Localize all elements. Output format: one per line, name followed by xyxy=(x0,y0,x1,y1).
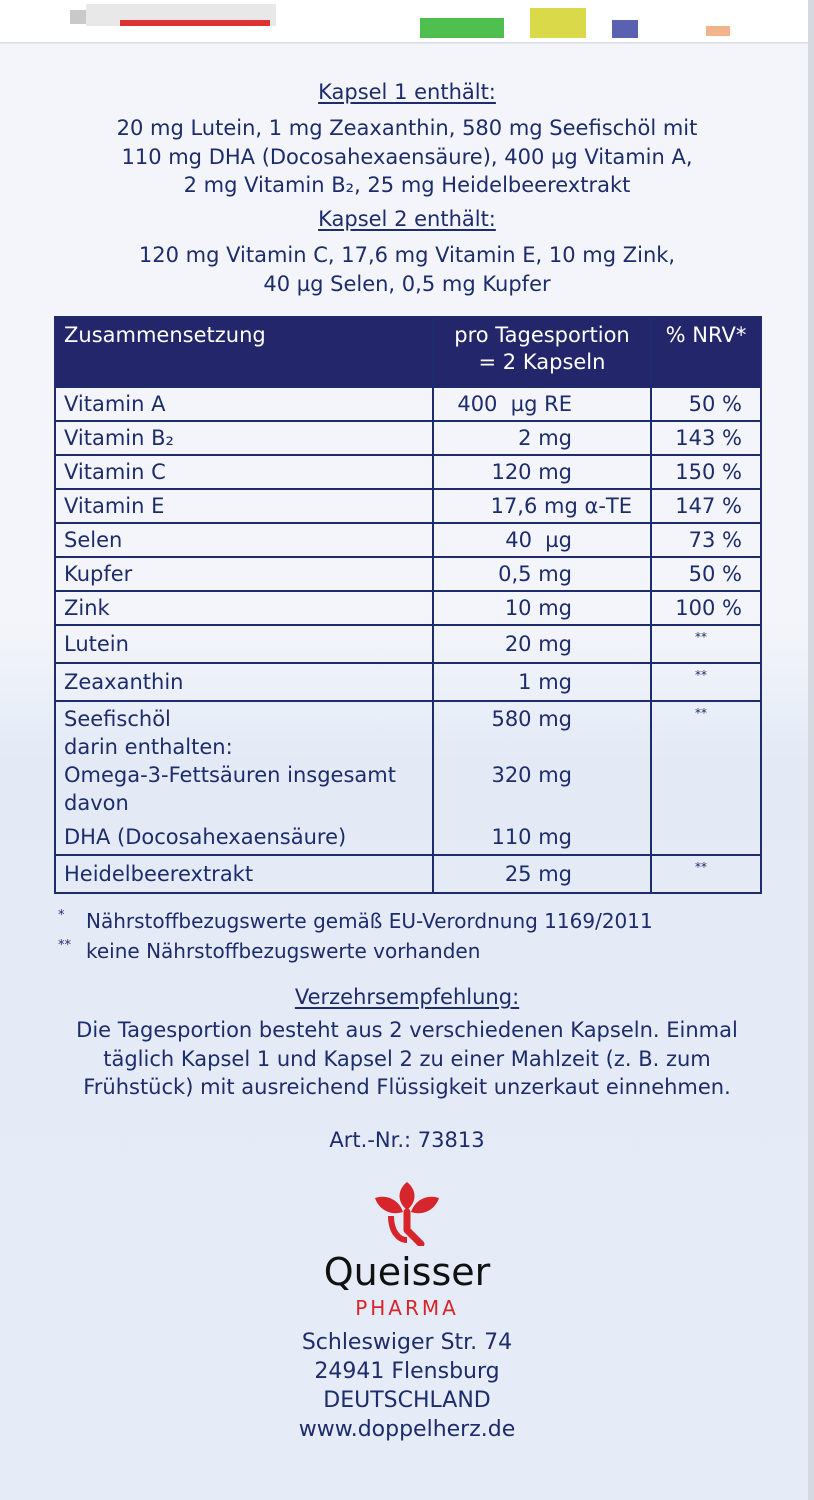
omega3-name: Omega-3-Fettsäuren insgesamt xyxy=(64,763,396,787)
footnotes xyxy=(58,906,653,966)
nutrient-nrv: 100 % xyxy=(651,591,761,625)
table-row xyxy=(55,663,761,701)
table-row-fishoil xyxy=(55,701,761,855)
footnote-text: keine Nährstoffbezugswerte vorhanden xyxy=(86,939,481,963)
dosage-line: täglich Kapsel 1 und Kapsel 2 zu einer Mahlzeit (z. B. zum xyxy=(103,1046,711,1071)
capsule2-line: 120 mg Vitamin C, 17,6 mg Vitamin E, 10 mg Zink, xyxy=(138,243,676,267)
nutrient-amount: 40 µg xyxy=(433,523,651,557)
nutrient-name: Vitamin C xyxy=(55,455,433,489)
address-country: DEUTSCHLAND xyxy=(323,1388,491,1413)
capsule1-line: 110 mg DHA (Docosahexaensäure), 400 µg Vitamin A, xyxy=(121,144,693,169)
table-row xyxy=(55,855,761,893)
top-decoration xyxy=(120,20,270,26)
nutrient-name: Zeaxanthin xyxy=(55,663,433,701)
table-header-row xyxy=(55,317,761,387)
nutrient-amount: 2 mg xyxy=(433,421,651,455)
footnote xyxy=(58,936,653,966)
website-link[interactable]: www.doppelherz.de xyxy=(298,1417,516,1442)
footnote-mark: ** xyxy=(58,938,71,953)
fishoil-amount: 580 mg xyxy=(491,707,572,731)
footnote-text: Nährstoffbezugswerte gemäß EU-Verordnung 1169/2011 xyxy=(86,909,653,933)
fishoil-contains: darin enthalten: xyxy=(64,735,233,759)
nutrient-name: Selen xyxy=(55,523,433,557)
header-daily-portion-line2: = 2 Kapseln xyxy=(478,350,606,374)
nutrient-amount xyxy=(433,701,651,855)
queisser-leaf-icon xyxy=(367,1180,447,1246)
header-daily-portion-line1: pro Tagesportion xyxy=(454,323,630,347)
footnote-mark: * xyxy=(58,908,65,923)
nutrient-name xyxy=(55,701,433,855)
brand-name: Queisser xyxy=(323,1250,491,1294)
nutrient-amount: 10 mg xyxy=(433,591,651,625)
nutrient-nrv: 143 % xyxy=(651,421,761,455)
nutrient-name: Kupfer xyxy=(55,557,433,591)
nutrient-amount: 25 mg xyxy=(433,855,651,893)
nutrient-name: Vitamin B₂ xyxy=(55,421,433,455)
dosage-heading: Verzehrsempfehlung: xyxy=(294,985,520,1009)
nutrient-nrv: 50 % xyxy=(651,557,761,591)
nutrient-nrv: 150 % xyxy=(651,455,761,489)
header-nrv: % NRV* xyxy=(651,317,761,387)
table-row xyxy=(55,489,761,523)
company-address xyxy=(0,1328,814,1444)
table-row xyxy=(55,591,761,625)
capsule2-line: 40 µg Selen, 0,5 mg Kupfer xyxy=(263,271,551,296)
brand-logo xyxy=(0,1180,814,1250)
top-flap-strip xyxy=(0,0,814,44)
header-daily-portion xyxy=(433,317,651,387)
capsule1-description xyxy=(0,114,814,200)
address-street: Schleswiger Str. 74 xyxy=(301,1330,513,1355)
capsule1-heading: Kapsel 1 enthält: xyxy=(318,80,496,104)
capsule2-description xyxy=(0,241,814,298)
dha-name: DHA (Docosahexaensäure) xyxy=(64,825,347,849)
nutrient-nrv: ** xyxy=(651,663,761,701)
thereof-label: davon xyxy=(64,791,129,815)
capsule1-line: 2 mg Vitamin B₂, 25 mg Heidelbeerextrakt xyxy=(183,173,631,197)
dosage-line: Die Tagesportion besteht aus 2 verschiedenen Kapseln. Einmal xyxy=(76,1018,738,1042)
table-row xyxy=(55,625,761,663)
capsule1-line: 20 mg Lutein, 1 mg Zeaxanthin, 580 mg Seefischöl mit xyxy=(116,116,698,140)
nutrient-amount: 1 mg xyxy=(433,663,651,701)
nutrient-amount: 20 mg xyxy=(433,625,651,663)
flap-shadow xyxy=(0,42,814,44)
nutrient-amount: 17,6 mg α-TE xyxy=(433,489,651,523)
nutrient-name: Vitamin A xyxy=(55,387,433,421)
nutrient-nrv: 147 % xyxy=(651,489,761,523)
top-decoration xyxy=(612,20,638,38)
table-row xyxy=(55,387,761,421)
dosage-line: Frühstück) mit ausreichend Flüssigkeit unzerkaut einnehmen. xyxy=(83,1075,731,1099)
table-row xyxy=(55,523,761,557)
nutrient-name: Zink xyxy=(55,591,433,625)
nutrient-nrv: 50 % xyxy=(651,387,761,421)
nutrient-nrv: ** xyxy=(651,625,761,663)
fishoil-name: Seefischöl xyxy=(64,707,171,731)
omega3-amount: 320 mg xyxy=(491,763,572,787)
top-decoration xyxy=(420,18,504,38)
table-row xyxy=(55,421,761,455)
dosage-text xyxy=(0,1016,814,1102)
nutrient-name: Lutein xyxy=(55,625,433,663)
brand-subtitle: PHARMA xyxy=(355,1296,459,1320)
nutrient-amount: 120 mg xyxy=(433,455,651,489)
top-decoration xyxy=(706,26,730,36)
table-row xyxy=(55,455,761,489)
nutrient-nrv: ** xyxy=(651,855,761,893)
nutrition-table xyxy=(54,316,762,894)
nutrient-amount: 0,5 mg xyxy=(433,557,651,591)
footnote xyxy=(58,906,653,936)
nutrient-name: Heidelbeerextrakt xyxy=(55,855,433,893)
nutrient-nrv: 73 % xyxy=(651,523,761,557)
address-city: 24941 Flensburg xyxy=(314,1359,500,1384)
nutrient-amount: 400 µg RE xyxy=(433,387,651,421)
nutrient-name: Vitamin E xyxy=(55,489,433,523)
dha-amount: 110 mg xyxy=(491,825,572,849)
top-decoration xyxy=(530,8,586,38)
capsule2-heading: Kapsel 2 enthält: xyxy=(318,207,496,231)
article-number: Art.-Nr.: 73813 xyxy=(329,1128,485,1152)
header-composition: Zusammensetzung xyxy=(55,317,433,387)
nutrient-nrv: ** xyxy=(651,701,761,855)
table-row xyxy=(55,557,761,591)
